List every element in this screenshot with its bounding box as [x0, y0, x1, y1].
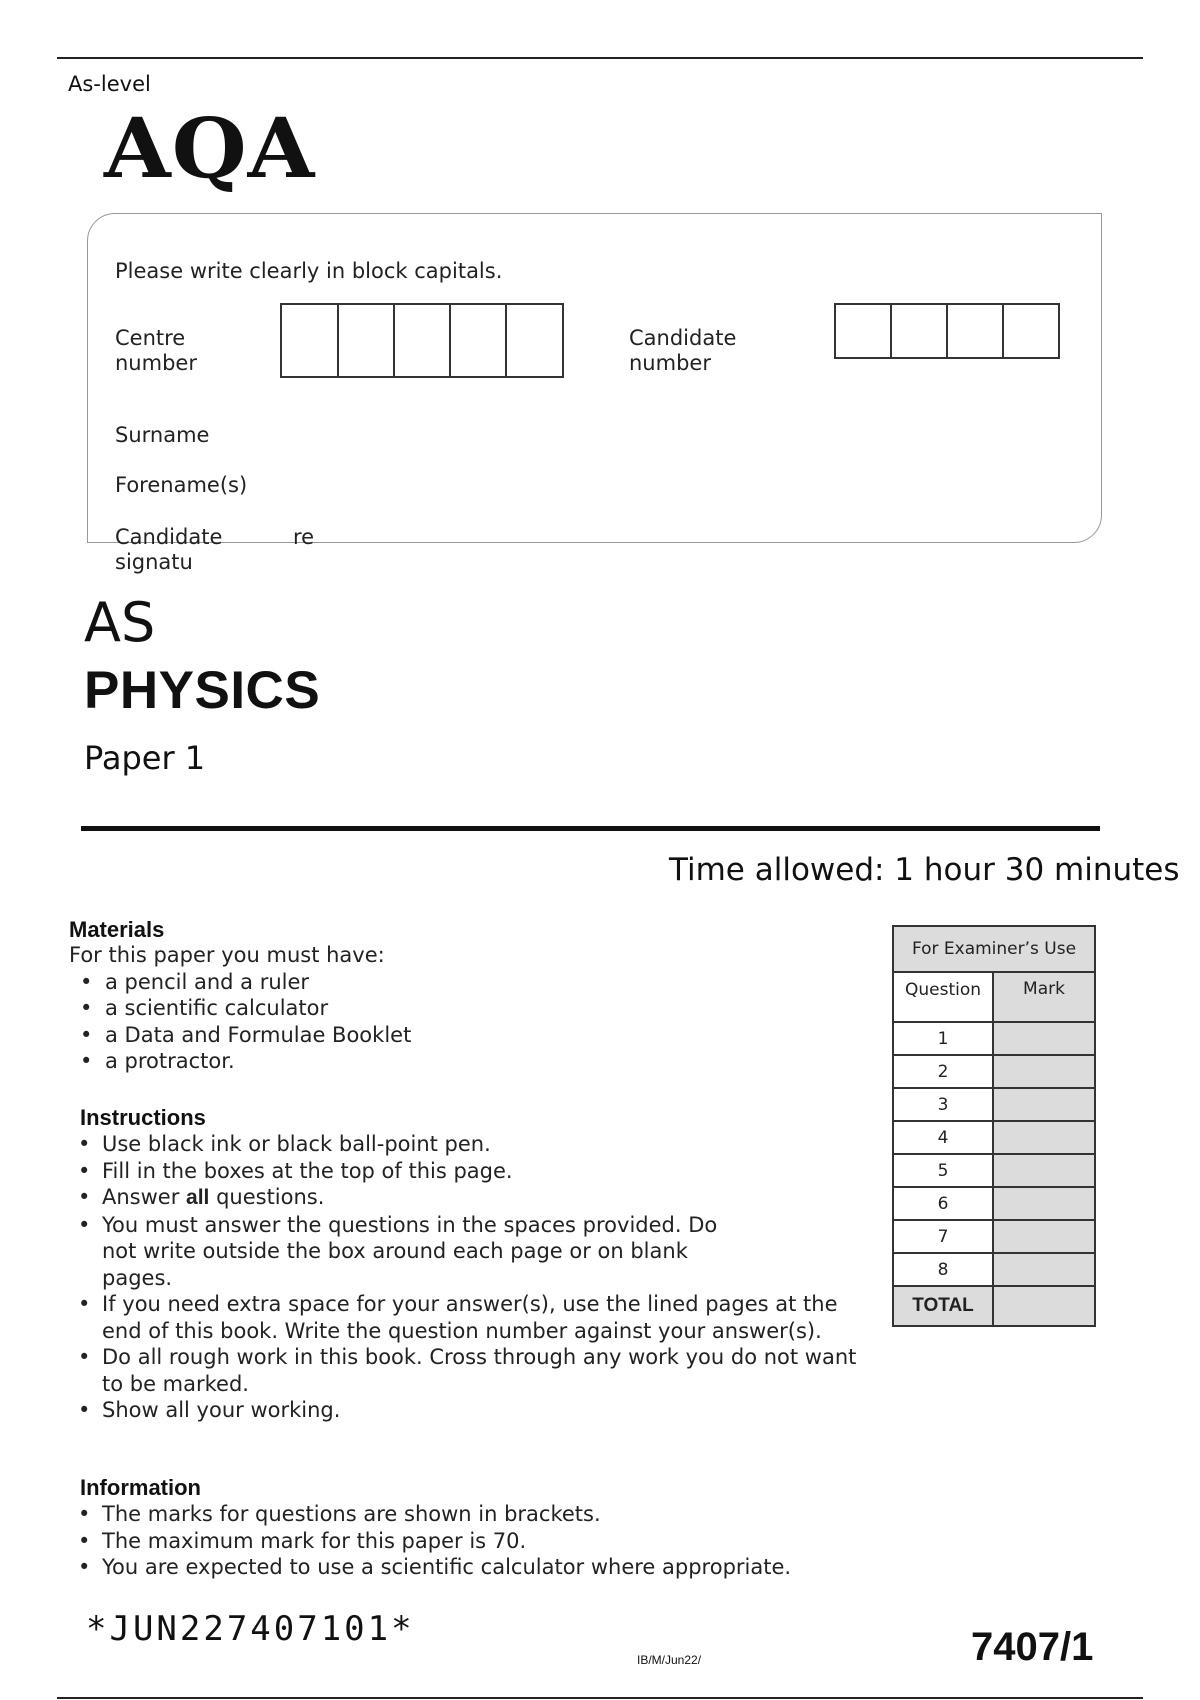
instructions-item: • Use black ink or black ball-point pen.	[68, 1131, 850, 1158]
table-row: 1	[893, 1022, 1095, 1055]
centre-digit-box[interactable]	[449, 303, 507, 378]
examiners-use-title: For Examiner’s Use	[893, 926, 1095, 972]
mark-cell	[993, 1253, 1095, 1286]
instructions-list	[68, 1131, 857, 1424]
candidate-digit-box[interactable]	[946, 303, 1004, 359]
candidate-number-label: Candidate number	[629, 326, 737, 375]
candidate-digit-box[interactable]	[890, 303, 948, 359]
instructions-item: • Fill in the boxes at the top of this page.	[68, 1158, 850, 1185]
column-header-mark: Mark	[993, 972, 1095, 1022]
instructions-item: • Answer all questions.	[68, 1184, 850, 1212]
title-paper: Paper 1	[84, 739, 206, 777]
information-heading: Information	[80, 1475, 201, 1500]
materials-item: • a scientific calculator	[69, 995, 829, 1022]
table-row: 6	[893, 1187, 1095, 1220]
table-row: 8	[893, 1253, 1095, 1286]
candidate-number-boxes	[834, 303, 1060, 359]
block-capitals-instruction: Please write clearly in block capitals.	[115, 259, 503, 283]
centre-number-label: Centre number	[115, 326, 197, 375]
aqa-logo: AQA	[104, 100, 316, 197]
materials-item: • a pencil and a ruler	[69, 969, 829, 996]
materials-section	[69, 917, 829, 1075]
qualification-level: As-level	[68, 72, 151, 96]
materials-list	[69, 969, 829, 1075]
table-row-total: TOTAL	[893, 1286, 1095, 1326]
instructions-item: • If you need extra space for your answer(s), use the lined pages at the end of this book. Write the question number against your answer(s).	[68, 1291, 862, 1344]
mark-cell	[993, 1088, 1095, 1121]
examiners-use-table	[892, 925, 1096, 1327]
candidate-digit-box[interactable]	[1002, 303, 1060, 359]
table-row: 4	[893, 1121, 1095, 1154]
mark-cell	[993, 1022, 1095, 1055]
surname-label: Surname	[115, 423, 210, 447]
mark-cell	[993, 1121, 1095, 1154]
materials-item: • a protractor.	[69, 1048, 829, 1075]
top-rule	[57, 57, 1143, 59]
paper-reference: IB/M/Jun22/	[637, 1653, 702, 1667]
centre-digit-box[interactable]	[393, 303, 451, 378]
forename-label: Forename(s)	[115, 473, 248, 497]
title-level: AS	[84, 591, 156, 654]
information-item: • You are expected to use a scientific calculator where appropriate.	[68, 1554, 880, 1581]
candidate-signature-label-fragment: signatu	[115, 550, 193, 574]
table-row: 3	[893, 1088, 1095, 1121]
instructions-section	[80, 1105, 857, 1424]
candidate-digit-box[interactable]	[834, 303, 892, 359]
information-item: • The marks for questions are shown in brackets.	[68, 1501, 880, 1528]
mark-cell	[993, 1154, 1095, 1187]
mark-cell	[993, 1187, 1095, 1220]
instructions-item: • Show all your working.	[68, 1397, 850, 1424]
instructions-item: • Do all rough work in this book. Cross through any work you do not want to be marked.	[68, 1344, 862, 1397]
instructions-item: • You must answer the questions in the spaces provided. Do not write outside the box around each page or on blank pages.	[68, 1212, 742, 1292]
instructions-heading: Instructions	[80, 1105, 206, 1130]
mark-cell	[993, 1055, 1095, 1088]
information-list	[68, 1501, 880, 1581]
mark-cell	[993, 1220, 1095, 1253]
title-subject: PHYSICS	[84, 661, 321, 720]
candidate-signature-label: Candidate	[115, 525, 223, 549]
candidate-signature-label-fragment: re	[293, 525, 315, 549]
bottom-rule	[57, 1697, 1143, 1699]
barcode-text: *JUN227407101*	[86, 1609, 415, 1649]
centre-digit-box[interactable]	[337, 303, 395, 378]
table-row: 2	[893, 1055, 1095, 1088]
centre-digit-box[interactable]	[505, 303, 564, 378]
materials-intro: For this paper you must have:	[69, 943, 385, 967]
table-row: 5	[893, 1154, 1095, 1187]
information-section	[80, 1475, 880, 1581]
information-item: • The maximum mark for this paper is 70.	[68, 1528, 880, 1555]
materials-heading: Materials	[69, 917, 165, 942]
materials-item: • a Data and Formulae Booklet	[69, 1022, 829, 1049]
centre-digit-box[interactable]	[280, 303, 339, 378]
paper-code: 7407/1	[971, 1625, 1094, 1669]
time-allowed: Time allowed: 1 hour 30 minutes	[669, 852, 1180, 888]
column-header-question: Question	[893, 972, 993, 1022]
total-mark-cell	[993, 1286, 1095, 1326]
centre-number-boxes	[280, 303, 564, 378]
table-row: 7	[893, 1220, 1095, 1253]
title-divider	[81, 826, 1100, 831]
